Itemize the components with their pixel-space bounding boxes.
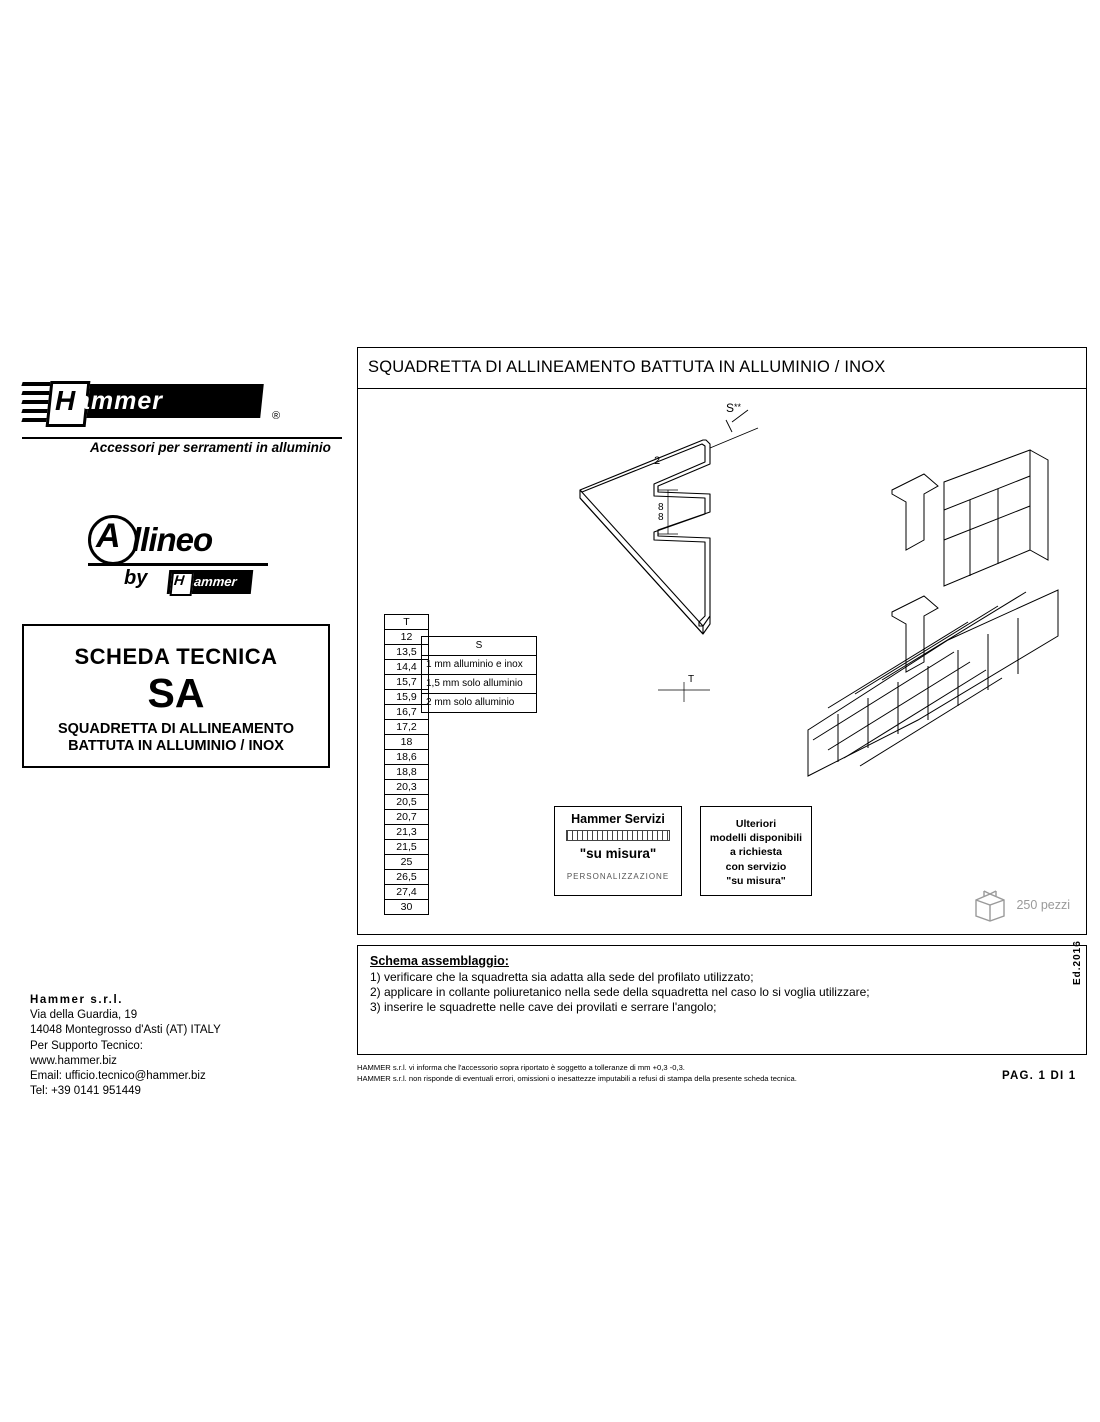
hammer-servizi-box xyxy=(554,806,682,896)
drawing-title-divider xyxy=(358,388,1086,389)
material-value: 1,5 mm solo alluminio xyxy=(422,675,537,694)
material-table-header: S xyxy=(422,637,537,656)
thickness-value: 12 xyxy=(385,630,429,645)
mini-h-initial: H xyxy=(173,572,186,588)
packaging-info xyxy=(970,888,1070,922)
table-row xyxy=(385,765,429,780)
material-value: 2 mm solo alluminio xyxy=(422,694,537,713)
svg-text:S: S xyxy=(726,401,735,415)
product-subtitle-line2: BATTUTA IN ALLUMINIO / INOX xyxy=(68,738,284,755)
company-info xyxy=(30,993,221,1099)
logo-underline xyxy=(22,437,342,439)
company-phone: Tel: +39 0141 951449 xyxy=(30,1085,141,1098)
drawing-frame xyxy=(357,347,1087,935)
assembly-step: 3) inserire le squadrette nelle cave dei provilati e serrare l'angolo; xyxy=(370,1000,717,1014)
thickness-value: 26,5 xyxy=(385,870,429,885)
thickness-value: 13,5 xyxy=(385,645,429,660)
thickness-value: 15,7 xyxy=(385,675,429,690)
material-value: 1 mm alluminio e inox xyxy=(422,656,537,675)
ulteriori-line2: modelli disponibili xyxy=(709,832,803,845)
svg-text:**: ** xyxy=(734,402,742,412)
table-row xyxy=(385,780,429,795)
allineo-underline xyxy=(88,563,268,566)
product-code: SA xyxy=(147,670,205,716)
thickness-value: 17,2 xyxy=(385,720,429,735)
drawing-title: SQUADRETTA DI ALLINEAMENTO BATTUTA IN ALLUMINIO / INOX xyxy=(368,358,886,376)
thickness-value: 20,3 xyxy=(385,780,429,795)
assembly-step: 1) verificare che la squadretta sia adatta alla sede del profilato utilizzato; xyxy=(370,970,754,984)
packaging-quantity: 250 pezzi xyxy=(1016,898,1070,912)
datasheet-title-box xyxy=(22,624,330,768)
allineo-initial: A xyxy=(96,517,121,555)
registered-mark: ® xyxy=(272,410,281,422)
assembly-scheme-box xyxy=(357,945,1087,1055)
ruler-icon xyxy=(566,830,670,841)
table-row xyxy=(385,840,429,855)
company-address: Via della Guardia, 19 xyxy=(30,1009,138,1022)
table-row xyxy=(385,870,429,885)
mini-brand-wordmark: ammer xyxy=(193,574,238,589)
thickness-value: 25 xyxy=(385,855,429,870)
thickness-value: 16,7 xyxy=(385,705,429,720)
company-name: Hammer s.r.l. xyxy=(30,994,124,1006)
svg-text:T: T xyxy=(688,674,695,685)
thickness-value: 21,3 xyxy=(385,825,429,840)
ulteriori-line3: a richiesta xyxy=(730,846,782,859)
table-row xyxy=(385,810,429,825)
table-row xyxy=(385,720,429,735)
assembly-title: Schema assemblaggio: xyxy=(370,954,509,968)
table-row xyxy=(385,900,429,915)
allineo-logo xyxy=(88,515,278,610)
box-icon xyxy=(970,888,1010,922)
datasheet-label: SCHEDA TECNICA xyxy=(74,644,278,669)
disclaimer-line2: HAMMER s.r.l. non risponde di eventuali errori, omissioni o inesattezze imputabili a refusi di stampa della presente scheda tecnica. xyxy=(357,1074,797,1084)
thickness-value: 14,4 xyxy=(385,660,429,675)
edition-code: Ed.2016 xyxy=(1072,940,1083,985)
thickness-value: 15,9 xyxy=(385,690,429,705)
brand-tagline: Accessori per serramenti in alluminio xyxy=(90,440,331,455)
thickness-value: 21,5 xyxy=(385,840,429,855)
table-row xyxy=(422,675,537,694)
assembly-step: 2) applicare in collante poliuretanico nella sede della squadretta nel caso lo si voglia utilizzare; xyxy=(370,985,870,999)
ulteriori-line4: con servizio xyxy=(725,860,787,873)
thickness-value: 18,8 xyxy=(385,765,429,780)
logo-wordmark: ammer xyxy=(76,387,163,415)
table-row xyxy=(385,885,429,900)
table-row xyxy=(385,615,429,630)
hammer-logo xyxy=(22,378,281,436)
thickness-value: 30 xyxy=(385,900,429,915)
table-row xyxy=(385,735,429,750)
thickness-value: 20,5 xyxy=(385,795,429,810)
table-row xyxy=(385,855,429,870)
svg-text:8: 8 xyxy=(658,512,664,523)
company-city: 14048 Montegrosso d'Asti (AT) ITALY xyxy=(30,1024,221,1037)
product-subtitle-line1: SQUADRETTA DI ALLINEAMENTO xyxy=(57,721,295,738)
table-row xyxy=(385,750,429,765)
thickness-value: 18,6 xyxy=(385,750,429,765)
company-email[interactable]: Email: ufficio.tecnico@hammer.biz xyxy=(30,1069,206,1082)
servizi-title: Hammer Servizi xyxy=(571,812,665,826)
thickness-value: 27,4 xyxy=(385,885,429,900)
table-row xyxy=(422,694,537,713)
company-website[interactable]: www.hammer.biz xyxy=(30,1054,117,1067)
thickness-value: 18 xyxy=(385,735,429,750)
disclaimer xyxy=(357,1062,1017,1085)
servizi-personalization: PERSONALIZZAZIONE xyxy=(566,872,670,881)
svg-text:2: 2 xyxy=(654,455,661,467)
table-row xyxy=(385,795,429,810)
page-number: PAG. 1 DI 1 xyxy=(1002,1070,1077,1082)
thickness-table-header: T xyxy=(385,615,429,630)
allineo-by-brand-plate xyxy=(167,570,254,594)
logo-initial: H xyxy=(55,385,76,416)
servizi-measure: "su misura" xyxy=(579,846,657,861)
thickness-value: 20,7 xyxy=(385,810,429,825)
table-row xyxy=(422,637,537,656)
svg-text:8: 8 xyxy=(658,502,664,513)
allineo-by-label: by xyxy=(124,567,148,589)
material-table xyxy=(421,636,537,713)
ulteriori-line1: Ulteriori xyxy=(735,818,777,830)
table-row xyxy=(385,825,429,840)
disclaimer-line1: HAMMER s.r.l. vi informa che l'accessorio sopra riportato è soggetto a tolleranze di mm +0,3 -0,3. xyxy=(357,1063,685,1072)
ulteriori-modelli-box xyxy=(700,806,812,896)
company-support-label: Per Supporto Tecnico: xyxy=(30,1039,143,1052)
table-row xyxy=(422,656,537,675)
ulteriori-line5: "su misura" xyxy=(726,874,786,887)
allineo-wordmark: llineo xyxy=(132,521,213,558)
